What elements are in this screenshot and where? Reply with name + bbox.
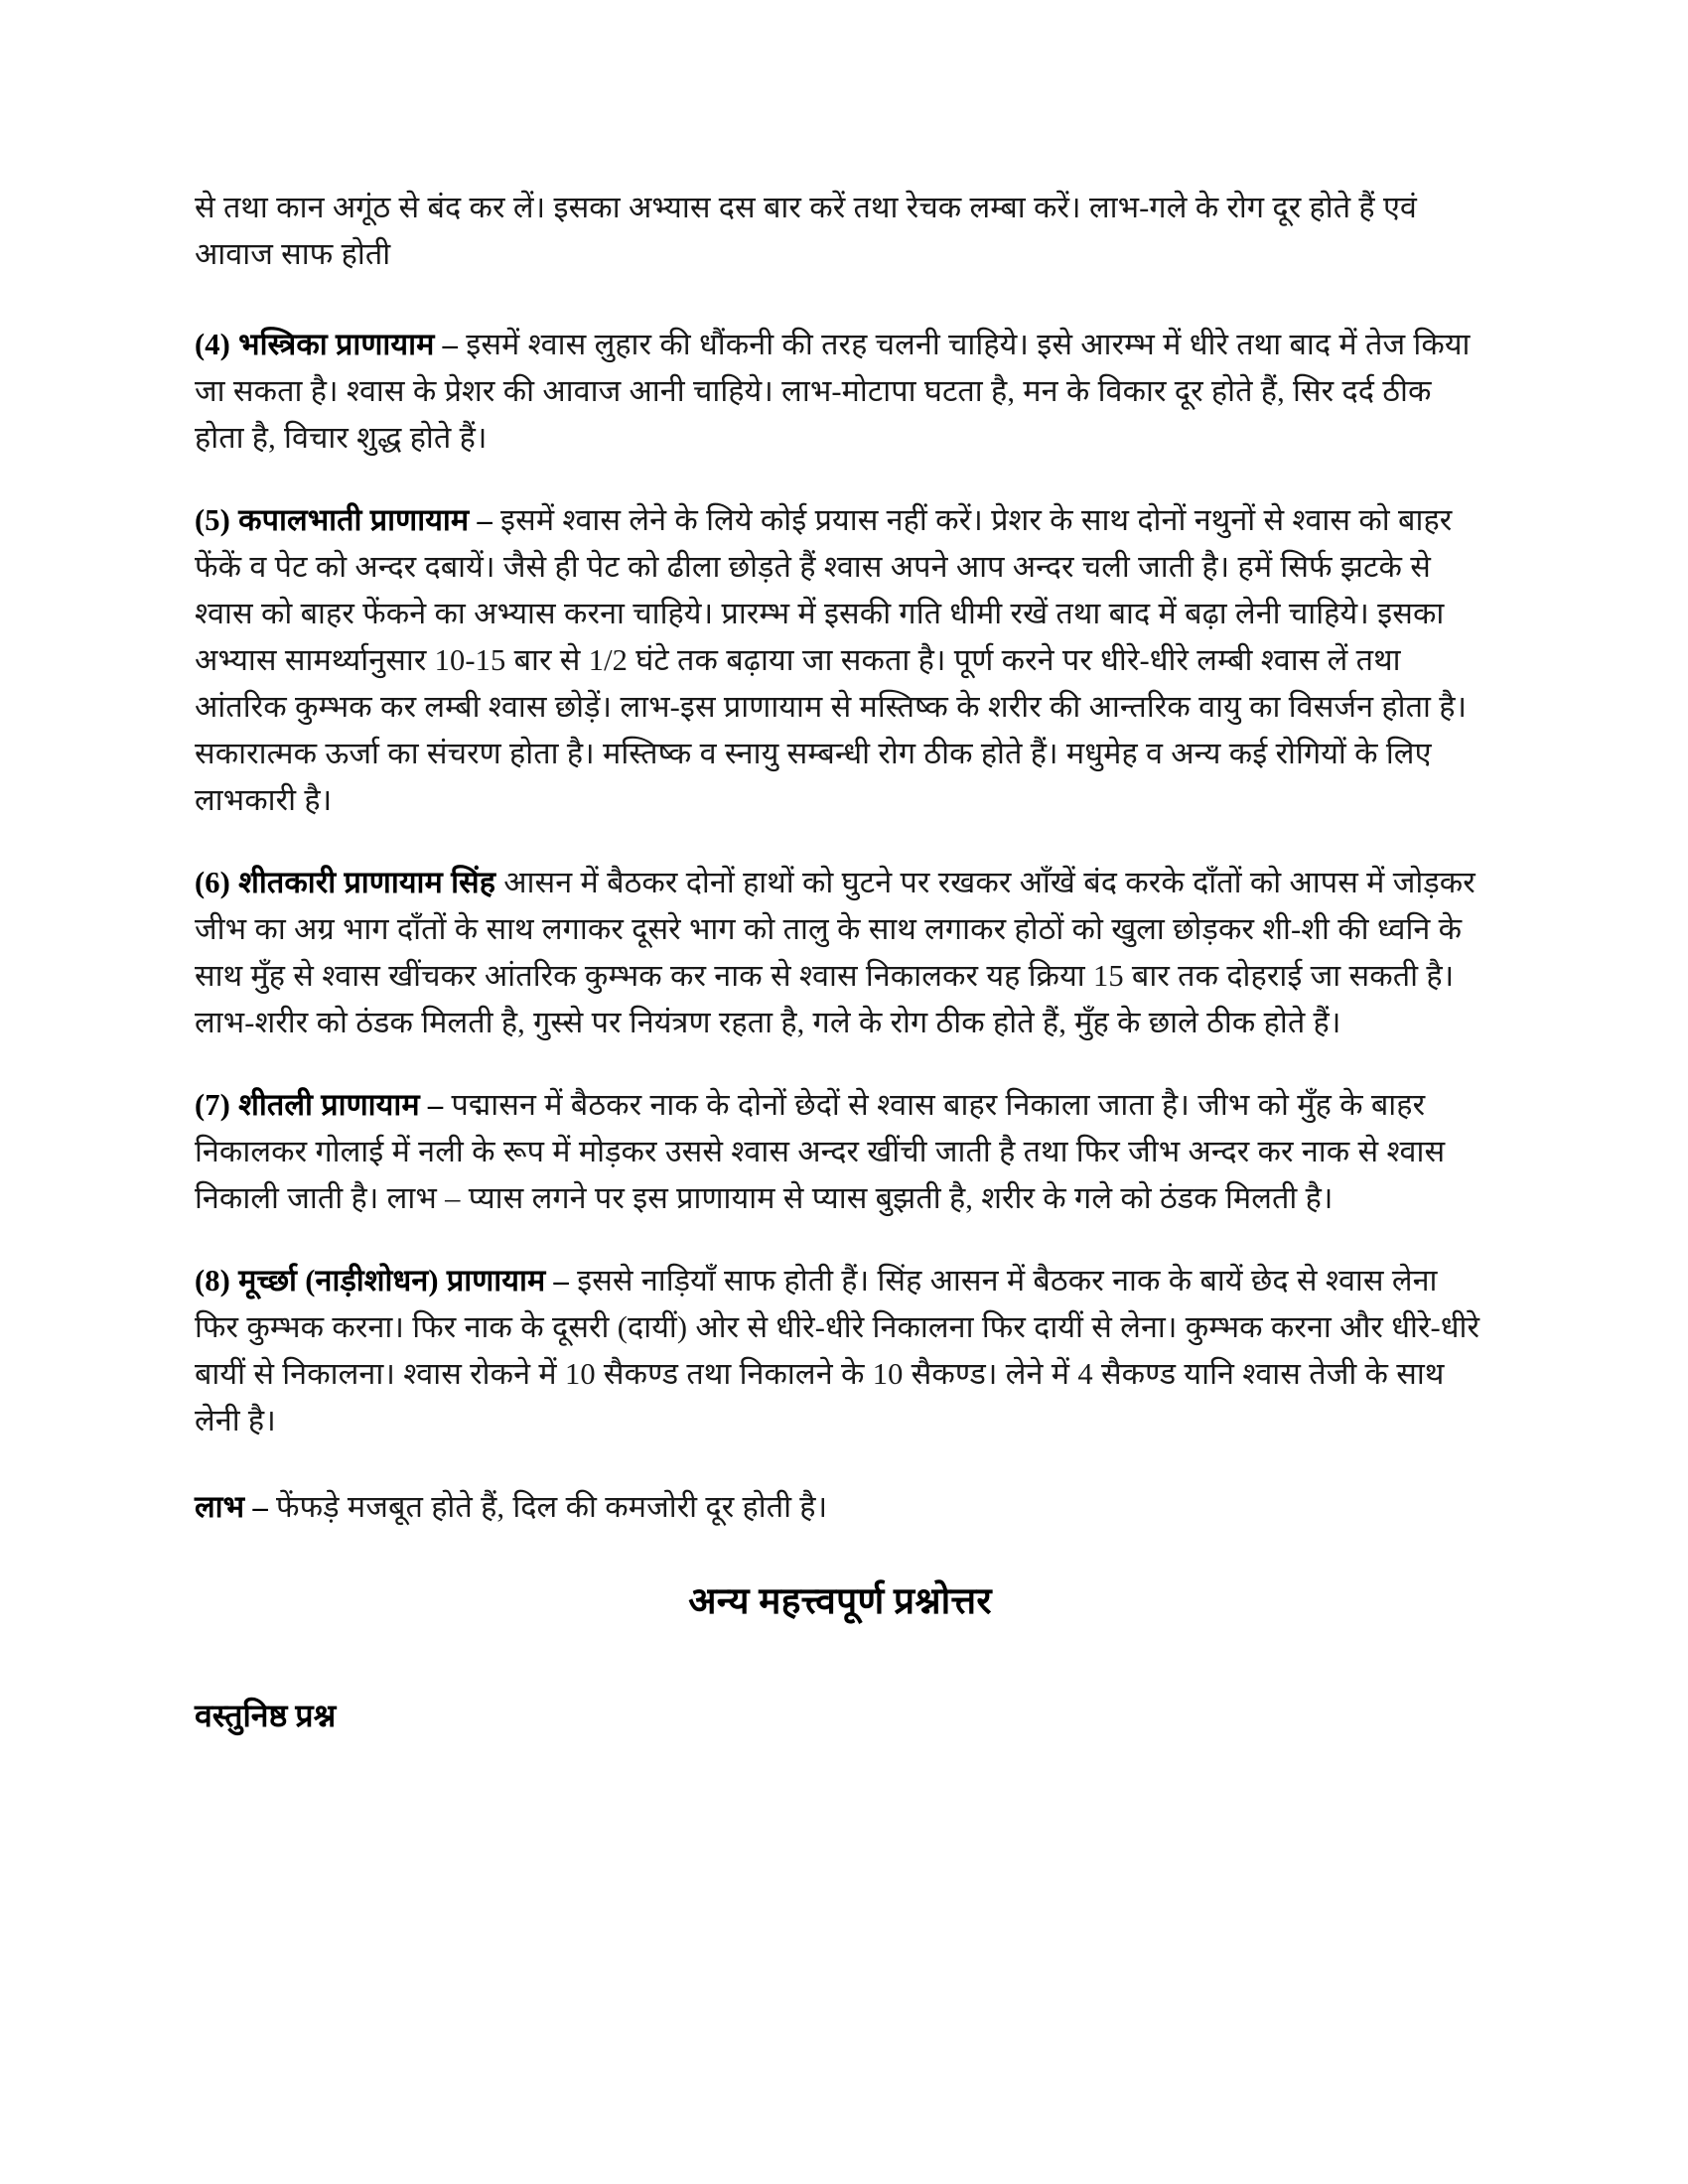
item-6-space [230,866,238,899]
item-8-text: इससे नाड़ियाँ साफ होती हैं। सिंह आसन में बैठकर नाक के बायें छेद से श्वास लेना फिर कुम्भक करना। फिर नाक के दूसरी (दायीं) ओर से धीरे-धीरे निकालना फिर दायीं से लेना। कुम्भक करना और धीरे-धीरे बायीं से निकालना। श्वास रोकने में 10 सैकण्ड तथा निकालने के 10 सैकण्ड। लेने में 4 सैकण्ड यानि श्वास तेजी के साथ लेनी है। [195,1264,1480,1437]
item-5-space [230,503,238,537]
benefit-paragraph [195,1484,1485,1531]
item-5-dash: – [469,503,501,537]
section-heading: अन्य महत्त्वपूर्ण प्रश्नोत्तर [688,1581,992,1622]
item-7-number: (7) [195,1088,230,1122]
benefit-label: लाभ [195,1490,245,1524]
item-7-heading: शीतली प्राणायाम [238,1088,420,1122]
item-8-number: (8) [195,1264,230,1297]
item-8-heading: मूर्च्छा (नाड़ीशोधन) प्राणायाम [238,1264,546,1297]
pranayama-item-4 [195,322,1485,462]
pranayama-item-5 [195,497,1485,824]
item-5-text: इसमें श्वास लेने के लिये कोई प्रयास नहीं करें। प्रेशर के साथ दोनों नथुनों से श्वास को बाहर फेंकें व पेट को अन्दर दबायें। जैसे ही पेट को ढीला छोड़ते हैं श्वास अपने आप अन्दर चली जाती है। हमें सिर्फ झटके से श्वास को बाहर फेंकने का अभ्यास करना चाहिये। प्रारम्भ में इसकी गति धीमी रखें तथा बाद में बढ़ा लेनी चाहिये। इसका अभ्यास सामर्थ्यानुसार 10-15 बार से 1/2 घंटे तक बढ़ाया जा सकता है। पूर्ण करने पर धीरे-धीरे लम्बी श्वास लें तथा आंतरिक कुम्भक कर लम्बी श्वास छोड़ें। लाभ-इस प्राणायाम से मस्तिष्क के शरीर की आन्तरिक वायु का विसर्जन होता है। सकारात्मक ऊर्जा का संचरण होता है। मस्तिष्क व स्नायु सम्बन्धी रोग ठीक होते हैं। मधुमेह व अन्य कई रोगियों के लिए लाभकारी है। [195,503,1468,817]
page-content [195,185,1485,1739]
benefit-dash: – [244,1490,277,1524]
item-6-number: (6) [195,866,230,899]
pranayama-item-7 [195,1082,1485,1222]
pranayama-item-6 [195,860,1485,1046]
continuation-text: से तथा कान अगूंठ से बंद कर लें। इसका अभ्यास दस बार करें तथा रेचक लम्बा करें। लाभ-गले के रोग दूर होते हैं एवं आवाज साफ होती [195,191,1417,271]
pranayama-item-8 [195,1258,1485,1444]
benefit-text: फेंफड़े मजबूत होते हैं, दिल की कमजोरी दूर होती है। [276,1490,828,1524]
item-8-space [230,1264,238,1297]
item-5-heading: कपालभाती प्राणायाम [238,503,470,537]
item-4-space [230,328,238,361]
item-7-text: पद्मासन में बैठकर नाक के दोनों छेदों से श्वास बाहर निकाला जाता है। जीभ को मुँह के बाहर निकालकर गोलाई में नली के रूप में मोड़कर उससे श्वास अन्दर खींची जाती है तथा फिर जीभ अन्दर कर नाक से श्वास निकाली जाती है। लाभ – प्यास लगने पर इस प्राणायाम से प्यास बुझती है, शरीर के गले को ठंडक मिलती है। [195,1088,1446,1215]
sub-heading: वस्तुनिष्ठ प्रश्न [195,1698,337,1733]
item-7-space [230,1088,238,1122]
item-4-heading: भस्त्रिका प्राणायाम [238,328,435,361]
item-6-text: आसन में बैठकर दोनों हाथों को घुटने पर रखकर आँखें बंद करके दाँतों को आपस में जोड़कर जीभ का अग्र भाग दाँतों के साथ लगाकर दूसरे भाग को तालु के साथ लगाकर होठों को खुला छोड़कर शी-शी की ध्वनि के साथ मुँह से श्वास खींचकर आंतरिक कुम्भक कर नाक से श्वास निकालकर यह क्रिया 15 बार तक दोहराई जा सकती है। लाभ-शरीर को ठंडक मिलती है, गुस्से पर नियंत्रण रहता है, गले के रोग ठीक होते हैं, मुँह के छाले ठीक होते हैं। [195,866,1476,1039]
item-4-text: इसमें श्वास लुहार की धौंकनी की तरह चलनी चाहिये। इसे आरम्भ में धीरे तथा बाद में तेज किया जा सकता है। श्वास के प्रेशर की आवाज आनी चाहिये। लाभ-मोटापा घटता है, मन के विकार दूर होते हैं, सिर दर्द ठीक होता है, विचार शुद्ध होते हैं। [195,328,1471,455]
item-4-number: (4) [195,328,230,361]
item-5-number: (5) [195,503,230,537]
item-8-dash: – [545,1264,578,1297]
item-6-heading: शीतकारी प्राणायाम सिंह [238,866,496,899]
continuation-paragraph [195,185,1485,278]
item-7-dash: – [419,1088,452,1122]
item-4-dash: – [434,328,467,361]
